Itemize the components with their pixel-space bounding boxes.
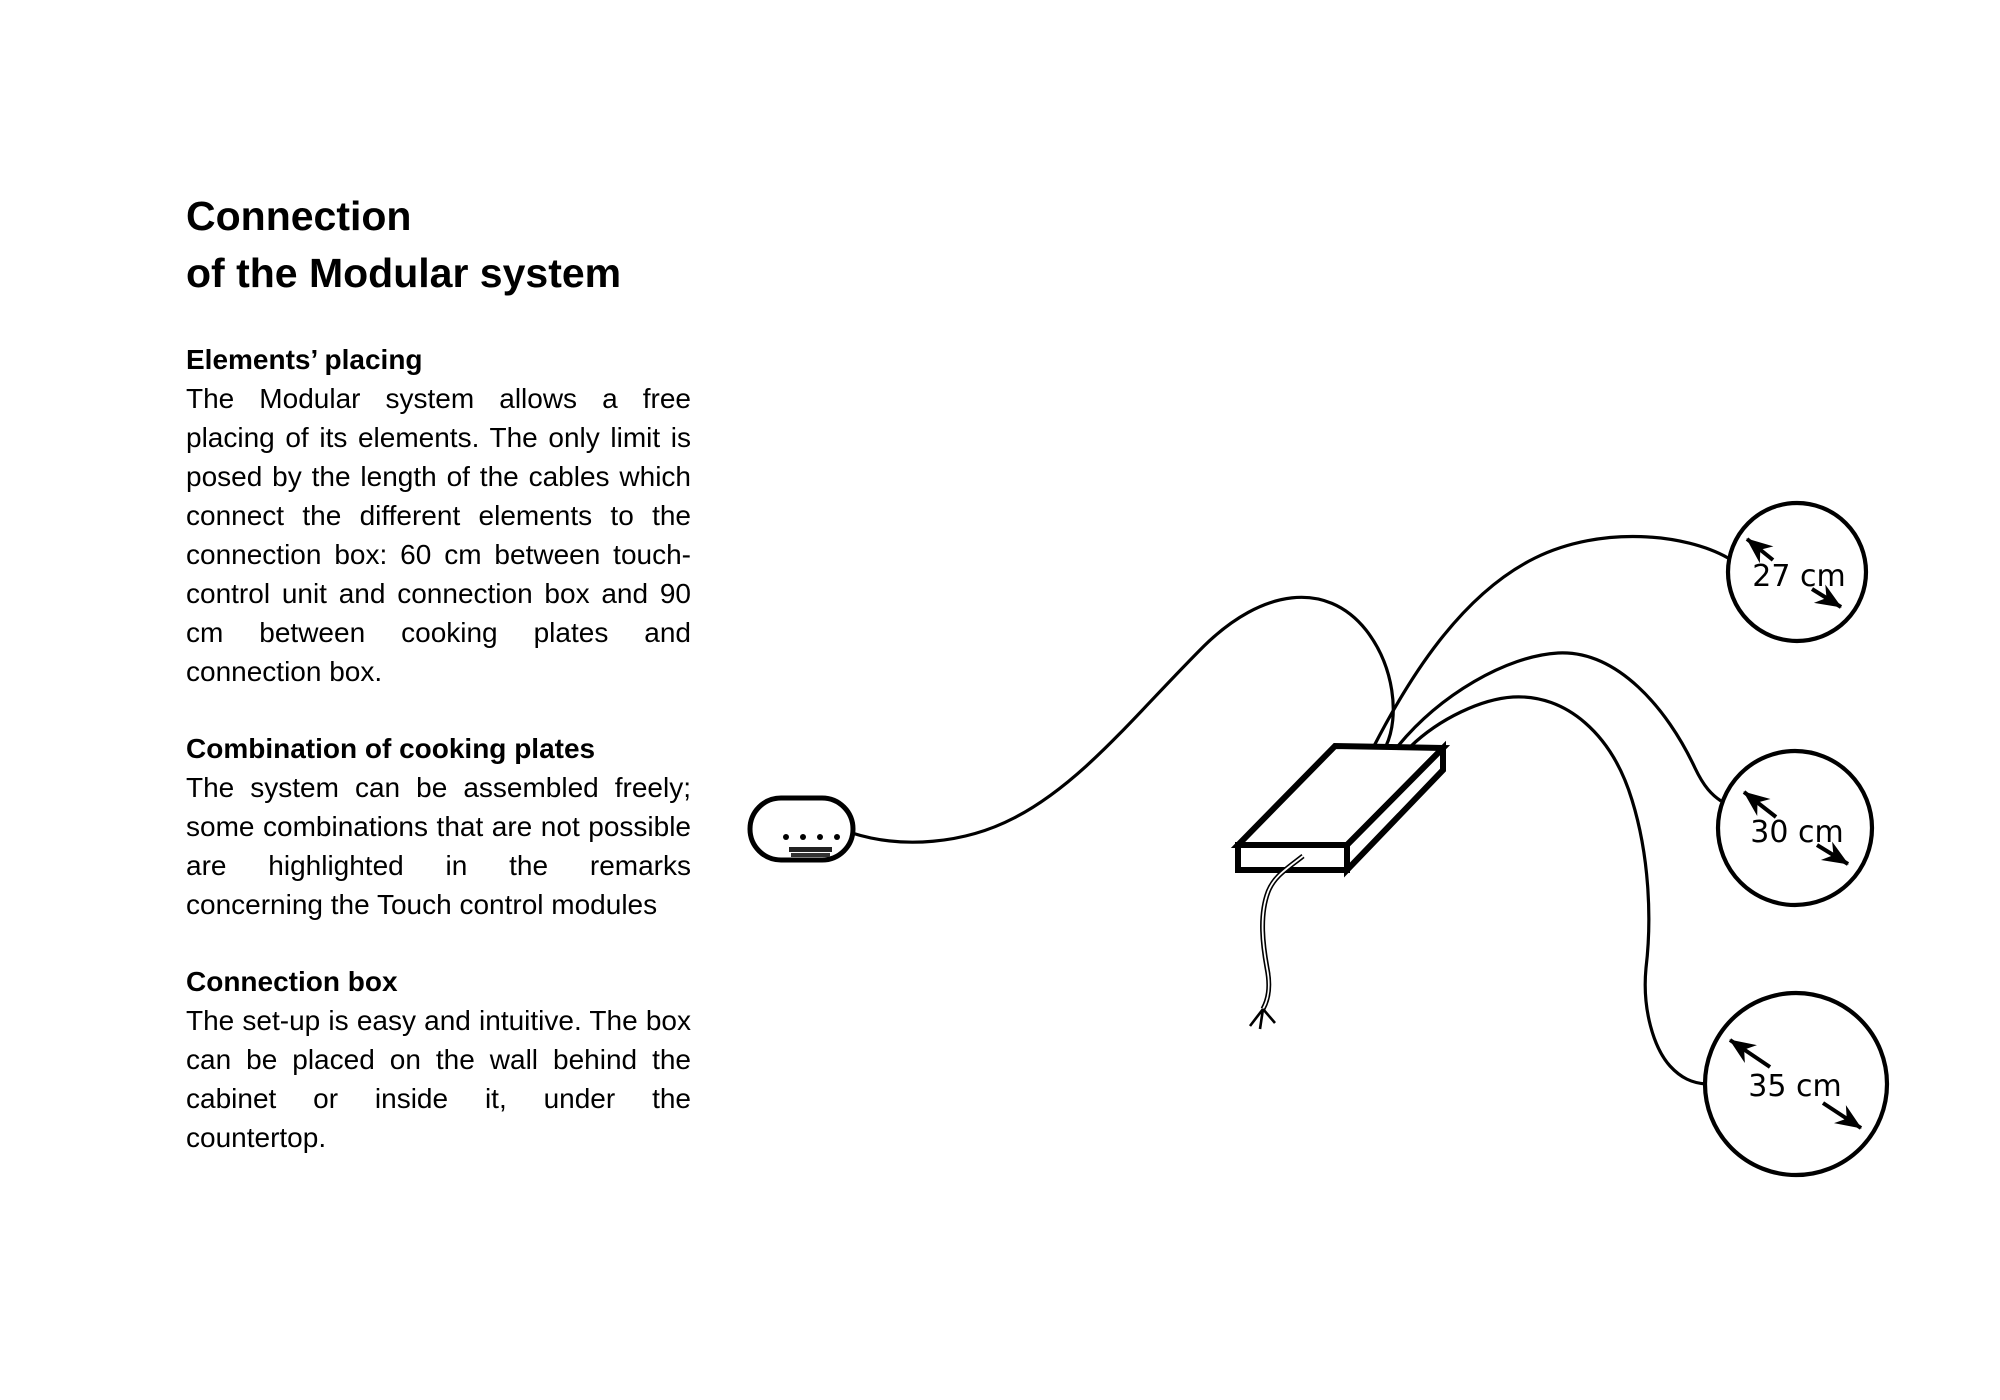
brand-mark [789,847,832,852]
plate-label-35cm: 35 cm [1748,1069,1842,1104]
cable-to-35cm-plate [1410,697,1706,1084]
plate-circle-35cm [1705,993,1887,1175]
page-title-line1: Connection [186,193,412,239]
touch-control-dot [800,834,806,840]
cable-to-30cm-plate [1398,653,1721,801]
section-body: The set-up is easy and intuitive. The box can be placed on the wall behind the cabinet or inside it, under the countertop. [186,1005,691,1153]
section-body: The Modular system allows a free placing of its elements. The only limit is posed by the length of the cables which connect the different elements to the connection box: 60 cm between touch-control unit and connection box and 90 cm between cooking plates and connection box. [186,383,691,687]
power-cord-wires [1250,1009,1275,1029]
touch-control-dot [783,834,789,840]
power-cord-core [1263,856,1303,1009]
plate-label-27cm: 27 cm [1752,559,1846,594]
touch-control-dot [817,834,823,840]
section-heading: Combination of cooking plates [186,733,596,764]
power-cord [1250,856,1303,1029]
plate-circle-30cm [1718,751,1872,905]
touch-control-unit [750,798,853,860]
plate-circle-27cm [1728,503,1866,641]
page-title-line2: of the Modular system [186,250,622,296]
section-heading: Elements’ placing [186,344,423,375]
touch-control-dot [834,834,840,840]
connection-box [1238,746,1443,870]
section-heading: Connection box [186,966,398,997]
brand-mark [791,853,830,857]
section-body: The system can be assembled freely; some combinations that are not possible are highlighted in the remarks concerning the Touch control modules [186,772,691,920]
plate-label-30cm: 30 cm [1750,815,1844,850]
